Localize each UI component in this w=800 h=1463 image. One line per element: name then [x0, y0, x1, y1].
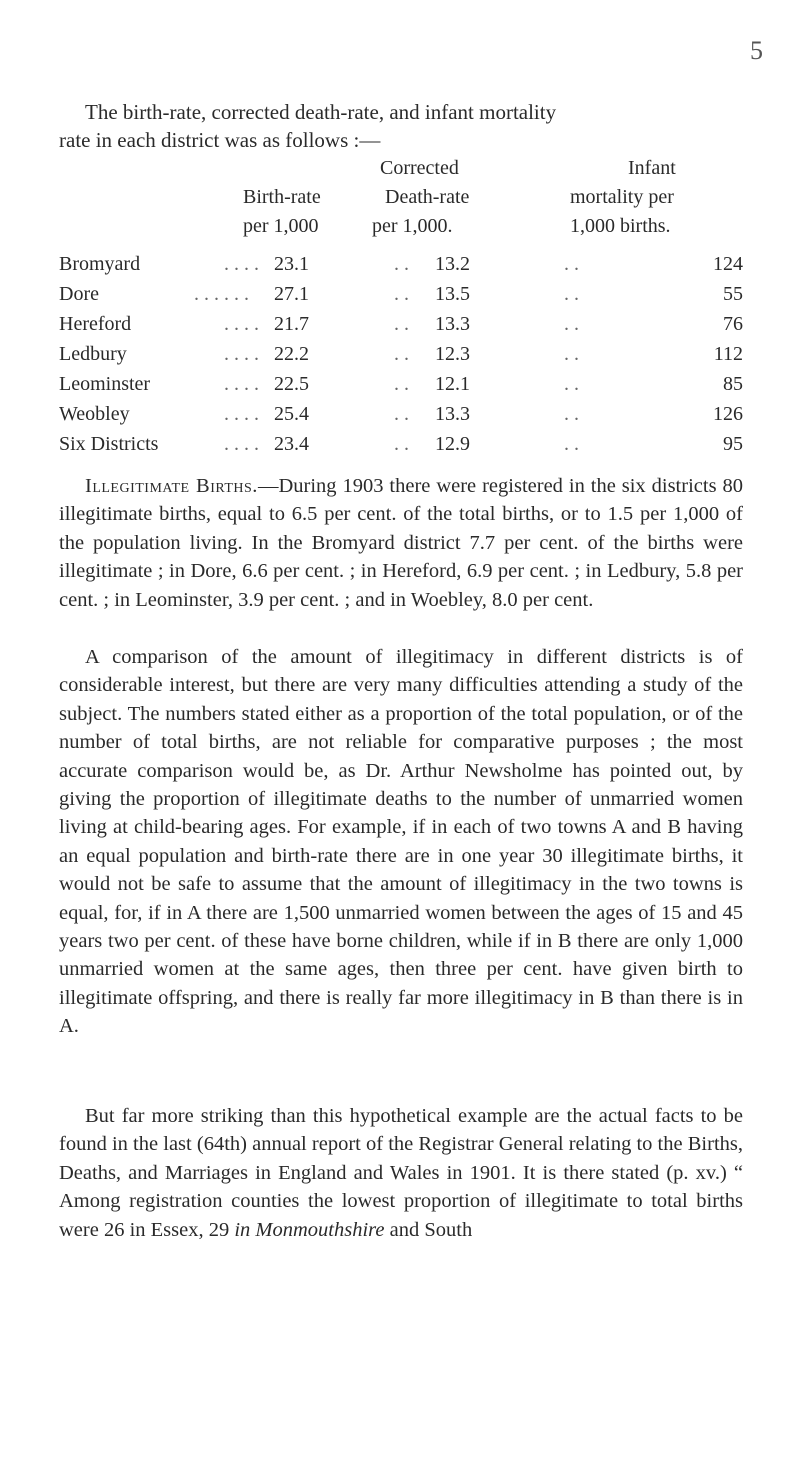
header-infant: Infant — [628, 157, 676, 179]
leader-dots: . . . . — [224, 343, 259, 365]
leader-dots: . . — [394, 343, 409, 365]
leader-dots: . . — [394, 253, 409, 275]
page-number: 5 — [750, 36, 763, 65]
header-birth-rate: Birth-rate — [243, 186, 321, 208]
header-per-1000-death: per 1,000. — [372, 215, 453, 237]
leader-dots: . . . . — [224, 403, 259, 425]
paragraph-registrar-report — [59, 1102, 743, 1244]
leader-dots: . . — [564, 313, 579, 335]
death-rate-value: 13.2 — [435, 253, 470, 275]
header-mortality-per: mortality per — [570, 186, 674, 208]
birth-rate-value: 23.1 — [274, 253, 309, 275]
death-rate-value: 12.1 — [435, 373, 470, 395]
infant-mortality-value: 112 — [713, 343, 743, 365]
paragraph-tail: and South — [389, 1218, 473, 1241]
leader-dots: . . — [564, 253, 579, 275]
infant-mortality-value: 126 — [713, 403, 743, 425]
birth-rate-value: 22.2 — [274, 343, 309, 365]
header-corrected: Corrected — [380, 157, 459, 179]
death-rate-value: 13.3 — [435, 313, 470, 335]
header-per-1000-births: 1,000 births. — [570, 215, 671, 237]
table-row — [59, 403, 743, 433]
paragraph-body: —During 1903 there were registered in the six districts 80 illegitimate births, equal to 6.5 per cent. of the total births, or to 1.5 per 1,000 of the population living. In the Bromyard district 7.7 per cent. of the births were illegitimate ; in Dore, 6.6 per cent. ; in Hereford, 6.9 per cent. ; in Ledbury, 5.8 per cent. ; in Leominster, 3.9 per cent. ; and in Woebley, 8.0 per cent. — [59, 475, 743, 611]
leader-dots: . . — [394, 283, 409, 305]
leader-dots: . . . . — [224, 373, 259, 395]
death-rate-value: 12.9 — [435, 433, 470, 455]
header-death-rate: Death-rate — [385, 186, 470, 208]
death-rate-value: 12.3 — [435, 343, 470, 365]
leader-dots: . . — [564, 283, 579, 305]
leader-dots: . . . . — [224, 433, 259, 455]
infant-mortality-value: 85 — [723, 373, 743, 395]
table-row — [59, 433, 743, 463]
birth-rate-value: 25.4 — [274, 403, 309, 425]
birth-rate-value: 21.7 — [274, 313, 309, 335]
header-per-1000-birth: per 1,000 — [243, 215, 319, 237]
intro-line-1: The birth-rate, corrected death-rate, and infant mortality — [85, 100, 557, 124]
section-heading: Illegitimate Births. — [85, 475, 258, 497]
leader-dots: . . . . — [224, 313, 259, 335]
leader-dots: . . — [564, 433, 579, 455]
leader-dots: . . . . — [224, 253, 259, 275]
district-name: Weobley — [59, 403, 130, 425]
infant-mortality-value: 95 — [723, 433, 743, 455]
leader-dots: . . — [564, 373, 579, 395]
birth-rate-value: 23.4 — [274, 433, 309, 455]
table-row — [59, 373, 743, 403]
table-row — [59, 343, 743, 373]
leader-dots: . . — [394, 433, 409, 455]
leader-dots: . . . . . . — [194, 283, 249, 305]
paragraph-comparison — [59, 643, 743, 1041]
paragraph-body: A comparison of the amount of illegitimacy in different districts is of considerable interest, but there are very many difficulties attending a study of the subject. The numbers stated either as a proportion of the total population, or of the number of total births, are not reliable for comparative purposes ; the most accurate comparison would be, as Dr. Arthur Newsholme has pointed out, by giving the proportion of illegitimate deaths to the number of unmarried women living at child-bearing ages. For example, if in each of two towns A and B having an equal population and birth-rate there are in one year 30 illegitimate births, it would not be safe to assume that the amount of illegitimacy in the two towns is equal, for, if in A there are 1,500 unmarried women between the ages of 15 and 45 years two per cent. of these have borne children, while if in B there are only 1,000 unmarried women at the same ages, then three per cent. have given birth to illegitimate offspring, and there is really far more illegitimacy in B than there is in A. — [59, 646, 743, 1038]
table-row — [59, 283, 743, 313]
table-row — [59, 253, 743, 283]
leader-dots: . . — [394, 403, 409, 425]
paragraph-body: But far more striking than this hypothetical example are the actual facts to be found in the last (64th) annual report of the Registrar General relating to the Births, Deaths, and Marriages in England and Wales in 1901. It is there stated (p. xv.) “ Among registration counties the lowest proportion of illegitimate to total births were 26 in Essex, 29 — [59, 1105, 743, 1241]
death-rate-value: 13.5 — [435, 283, 470, 305]
district-name: Ledbury — [59, 343, 127, 365]
infant-mortality-value: 76 — [723, 313, 743, 335]
paragraph-illegitimate-births — [59, 472, 743, 614]
infant-mortality-value: 55 — [723, 283, 743, 305]
district-name: Leominster — [59, 373, 151, 395]
death-rate-value: 13.3 — [435, 403, 470, 425]
leader-dots: . . — [394, 313, 409, 335]
italic-place-name: in Monmouthshire — [234, 1218, 385, 1241]
district-name: Hereford — [59, 313, 132, 335]
district-name: Six Districts — [59, 433, 159, 455]
intro-text — [59, 98, 743, 154]
birth-rate-value: 22.5 — [274, 373, 309, 395]
district-name: Dore — [59, 283, 99, 305]
leader-dots: . . — [564, 343, 579, 365]
birth-rate-value: 27.1 — [274, 283, 309, 305]
leader-dots: . . — [564, 403, 579, 425]
district-name: Bromyard — [59, 253, 141, 275]
infant-mortality-value: 124 — [713, 253, 743, 275]
leader-dots: . . — [394, 373, 409, 395]
intro-line-2: rate in each district was as follows :— — [59, 128, 381, 152]
table-row — [59, 313, 743, 343]
